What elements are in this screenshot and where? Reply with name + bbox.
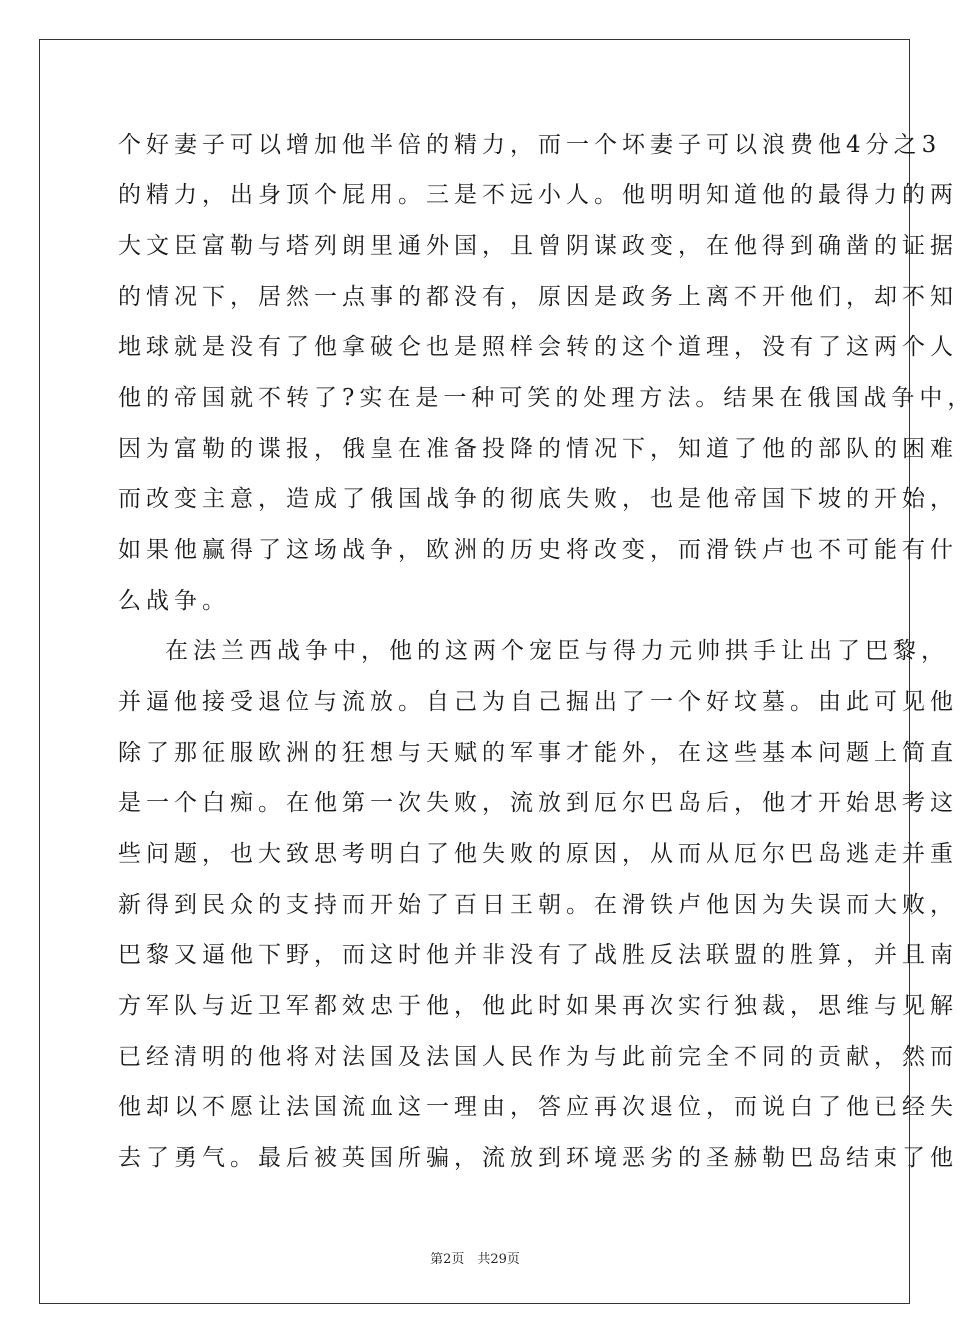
text-line: 如果他赢得了这场战争，欧洲的历史将改变，而滑铁卢也不可能有什: [118, 537, 958, 563]
text-line: 去了勇气。最后被英国所骗，流放到环境恶劣的圣赫勒巴岛结束了他: [118, 1145, 958, 1171]
text-line: 个好妻子可以增加他半倍的精力，而一个坏妻子可以浪费他4分之3: [118, 132, 942, 158]
text-line: 么战争。: [118, 588, 230, 614]
text-line: 他却以不愿让法国流血这一理由，答应再次退位，而说白了他已经失: [118, 1094, 958, 1120]
page-number: 第2页 共29页: [430, 1252, 520, 1267]
text-line: 些问题，也大致思考明白了他失败的原因，从而从厄尔巴岛逃走并重: [118, 841, 958, 867]
paragraph-first-line: 在法兰西战争中，他的这两个宠臣与得力元帅拱手让出了巴黎，: [165, 638, 949, 664]
text-line: 除了那征服欧洲的狂想与天赋的军事才能外，在这些基本问题上简直: [118, 740, 958, 766]
text-line: 是一个白痴。在他第一次失败，流放到厄尔巴岛后，他才开始思考这: [118, 790, 958, 816]
text-line: 而改变主意，造成了俄国战争的彻底失败，也是他帝国下坡的开始，: [118, 486, 958, 512]
text-line: 新得到民众的支持而开始了百日王朝。在滑铁卢他因为失误而大败，: [118, 892, 958, 918]
text-line: 并逼他接受退位与流放。自己为自己掘出了一个好坟墓。由此可见他: [118, 689, 958, 715]
text-line: 大文臣富勒与塔列朗里通外国，且曾阴谋政变，在他得到确凿的证据: [118, 233, 958, 259]
text-line: 方军队与近卫军都效忠于他，他此时如果再次实行独裁，思维与见解: [118, 993, 958, 1019]
text-line: 巴黎又逼他下野，而这时他并非没有了战胜反法联盟的胜算，并且南: [118, 942, 958, 968]
text-line: 因为富勒的谍报，俄皇在准备投降的情况下，知道了他的部队的困难: [118, 436, 958, 462]
text-line: 的情况下，居然一点事的都没有，原因是政务上离不开他们，却不知: [118, 284, 958, 310]
text-line: 地球就是没有了他拿破仑也是照样会转的这个道理，没有了这两个人: [118, 334, 958, 360]
text-line: 的精力，出身顶个屁用。三是不远小人。他明明知道他的最得力的两: [118, 182, 958, 208]
text-line: 他的帝国就不转了?实在是一种可笑的处理方法。结果在俄国战争中，: [118, 385, 975, 411]
text-line: 已经清明的他将对法国及法国人民作为与此前完全不同的贡献，然而: [118, 1044, 958, 1070]
